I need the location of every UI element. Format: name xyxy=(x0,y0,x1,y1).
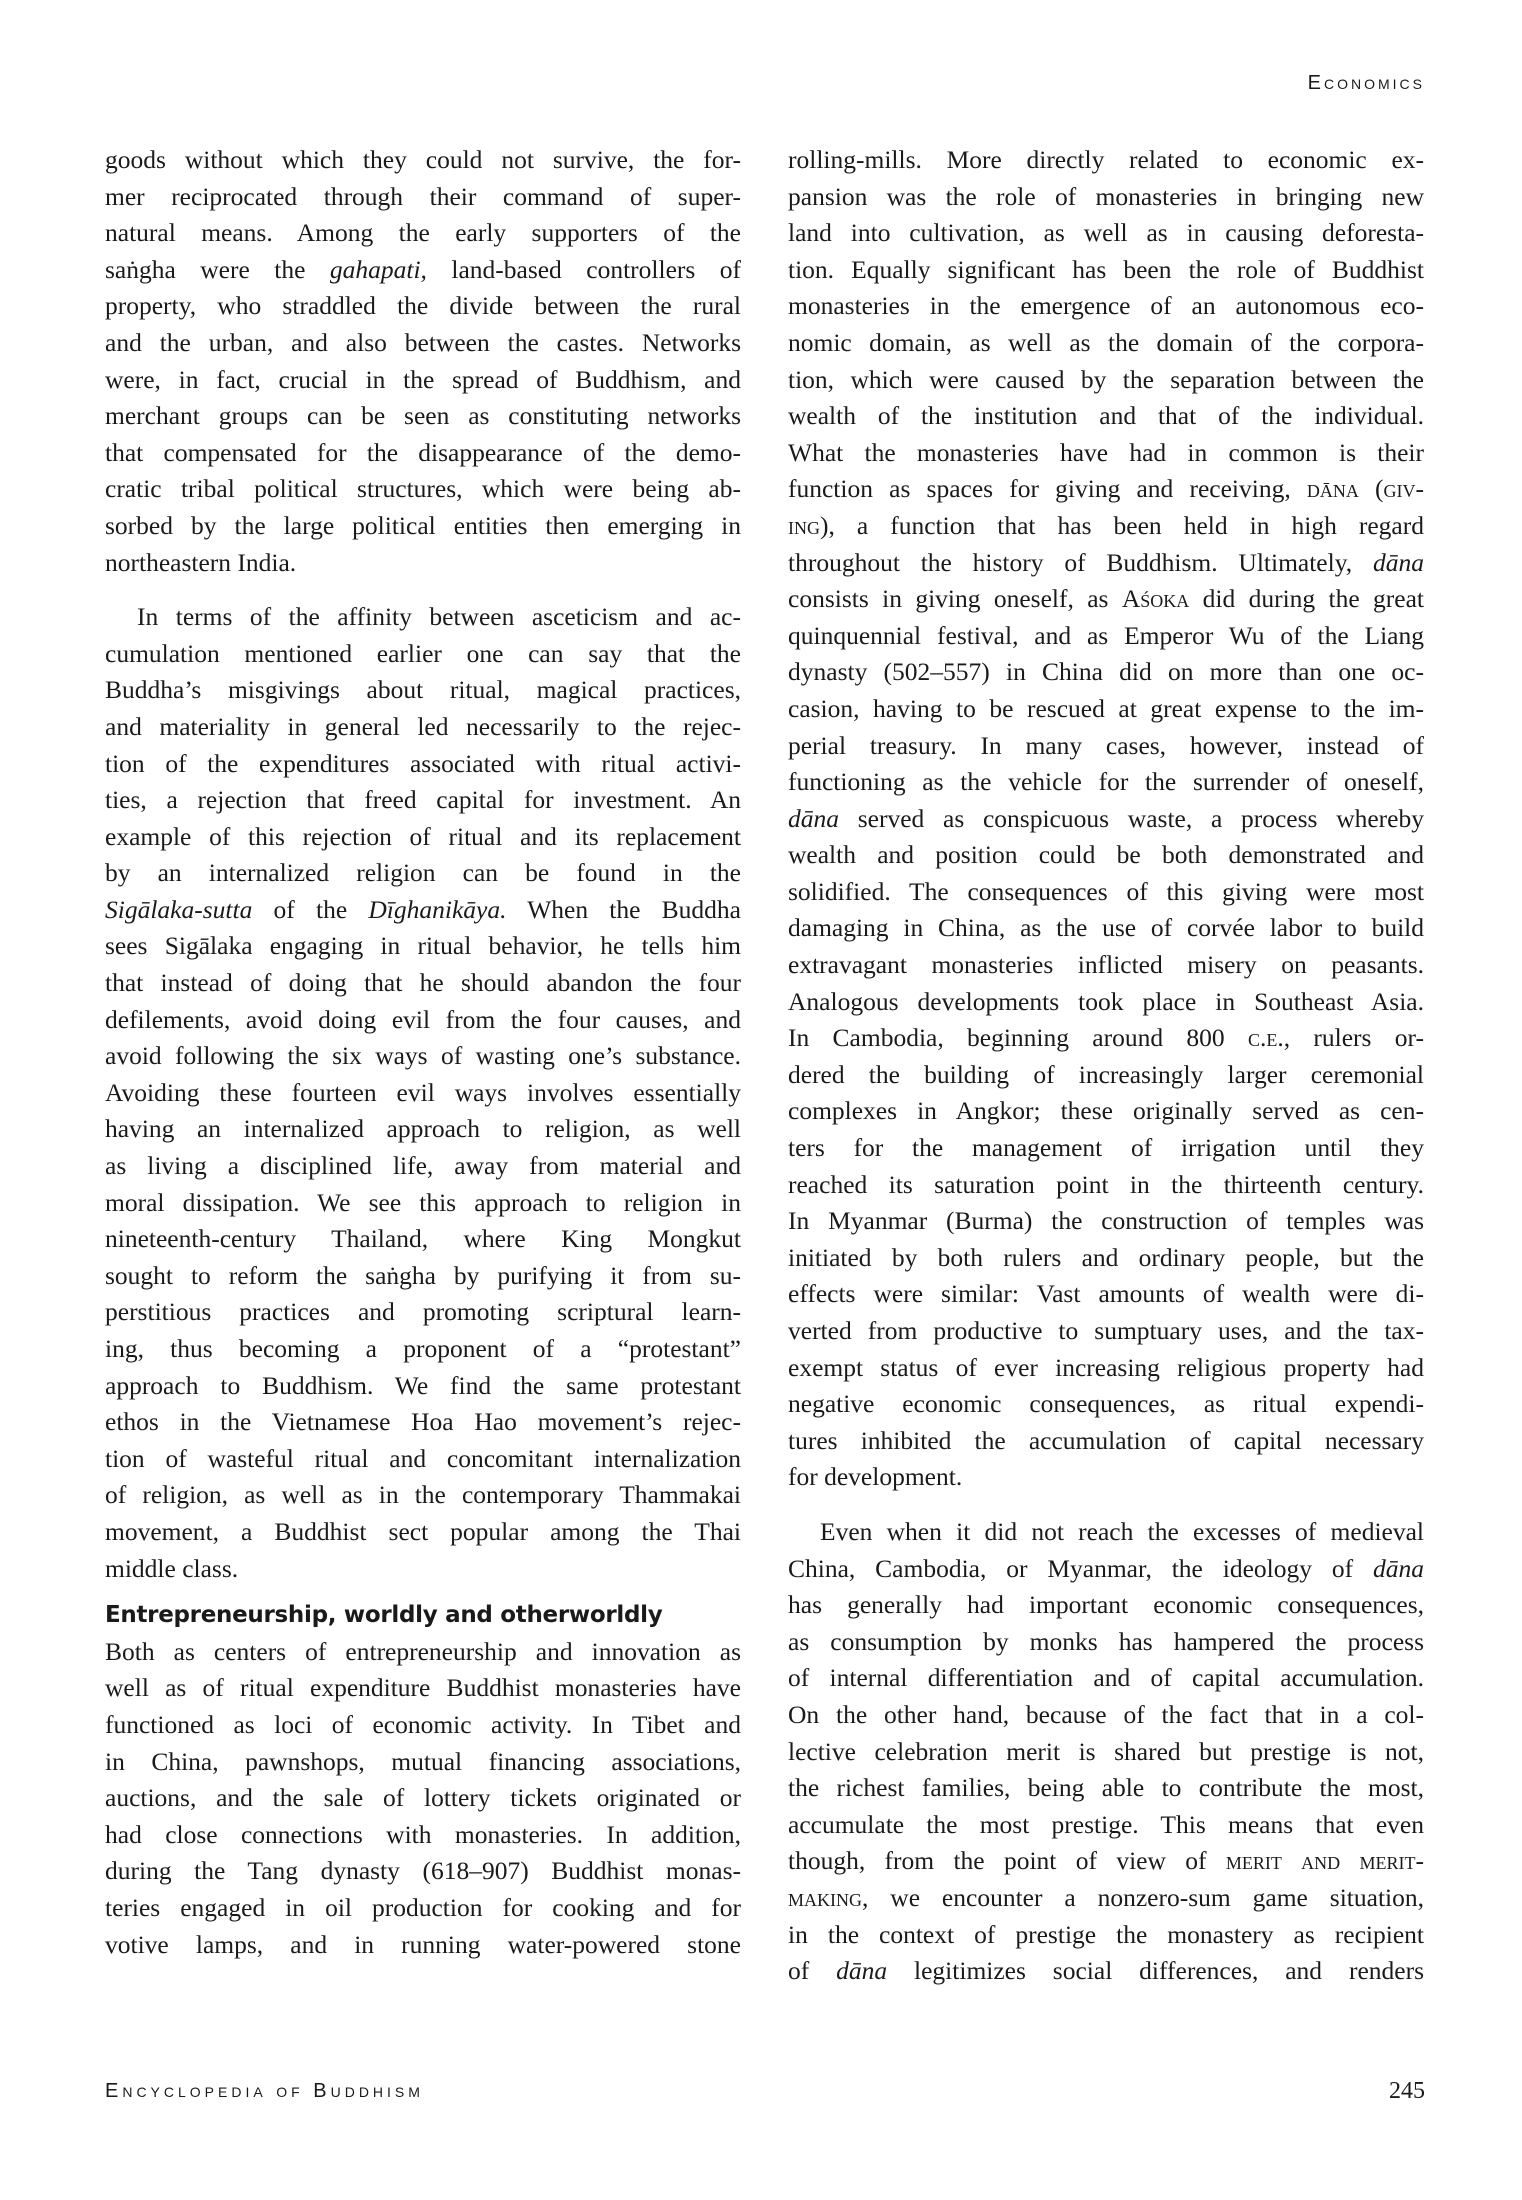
footer-publication-title: Encyclopedia of Buddhism xyxy=(105,2080,424,2102)
text-line: land into cultivation, as well as in causing deforesta- xyxy=(788,218,1424,248)
text-line: effects were similar: Vast amounts of wealth were di- xyxy=(788,1279,1424,1309)
text-line: cratic tribal political structures, which were being ab- xyxy=(105,474,741,504)
text-line: moral dissipation. We see this approach to religion in xyxy=(105,1187,741,1217)
text-line: auctions, and the sale of lottery tickets originated or xyxy=(105,1783,741,1813)
text-line: Both as centers of entrepreneurship and innovation as xyxy=(105,1636,741,1666)
text-line: in China, pawnshops, mutual financing associations, xyxy=(105,1746,741,1776)
text-line: though, from the point of view of merit and merit- xyxy=(788,1846,1424,1876)
text-line: in the context of prestige the monastery as recipient xyxy=(788,1919,1424,1949)
paragraph-gap xyxy=(788,1496,1424,1514)
text-line: during the Tang dynasty (618–907) Buddhist monas- xyxy=(105,1856,741,1886)
text-line: consists in giving oneself, as Aśoka did during the great xyxy=(788,584,1424,614)
text-line: What the monasteries have had in common is their xyxy=(788,437,1424,467)
text-line: making, we encounter a nonzero-sum game situation, xyxy=(788,1882,1424,1912)
text-line: nineteenth-century Thailand, where King Mongkut xyxy=(105,1224,741,1254)
text-line: dered the building of increasingly larger ceremonial xyxy=(788,1059,1424,1089)
text-line: Even when it did not reach the excesses of medieval xyxy=(820,1516,1424,1546)
running-head: Economics xyxy=(1307,72,1425,94)
text-line: quinquennial festival, and as Emperor Wu of the Liang xyxy=(788,620,1424,650)
left-paragraph-3 xyxy=(105,1634,741,1963)
text-line: cumulation mentioned earlier one can say that the xyxy=(105,638,741,668)
right-column xyxy=(788,142,1424,1990)
text-line: and materiality in general led necessarily to the rejec- xyxy=(105,711,741,741)
paragraph-gap xyxy=(105,581,741,599)
page-number: 245 xyxy=(1389,2078,1425,2104)
text-line: teries engaged in oil production for cooking and for xyxy=(105,1892,741,1922)
text-line: Analogous developments took place in Southeast Asia. xyxy=(788,986,1424,1016)
text-line: movement, a Buddhist sect popular among the Thai xyxy=(105,1516,741,1546)
text-line: dāna served as conspicuous waste, a process whereby xyxy=(788,803,1424,833)
right-paragraph-2 xyxy=(788,1514,1424,1990)
text-line: damaging in China, as the use of corvée labor to build xyxy=(788,913,1424,943)
text-line: northeastern India. xyxy=(105,547,297,577)
text-line: lective celebration merit is shared but prestige is not, xyxy=(788,1736,1424,1766)
left-paragraph-2 xyxy=(105,599,741,1587)
text-line: of dāna legitimizes social differences, and renders xyxy=(788,1956,1424,1986)
text-line: casion, having to be rescued at great expense to the im- xyxy=(788,693,1424,723)
text-line: In terms of the affinity between asceticism and ac- xyxy=(137,602,741,632)
text-line: functioned as loci of economic activity. In Tibet and xyxy=(105,1709,741,1739)
text-line: of religion, as well as in the contemporary Thammakai xyxy=(105,1480,741,1510)
text-line: that compensated for the disappearance of the demo- xyxy=(105,437,741,467)
text-line: dynasty (502–557) in China did on more than one oc- xyxy=(788,657,1424,687)
text-line: property, who straddled the divide between the rural xyxy=(105,291,741,321)
text-line: natural means. Among the early supporters of the xyxy=(105,218,741,248)
left-column xyxy=(105,142,741,1963)
text-line: complexes in Angkor; these originally served as cen- xyxy=(788,1096,1424,1126)
text-line: perstitious practices and promoting scriptural learn- xyxy=(105,1297,741,1327)
text-line: that instead of doing that he should abandon the four xyxy=(105,968,741,998)
text-line: In Cambodia, beginning around 800 c.e., rulers or- xyxy=(788,1023,1424,1053)
text-line: as living a disciplined life, away from material and xyxy=(105,1151,741,1181)
text-line: solidified. The consequences of this giving were most xyxy=(788,876,1424,906)
text-line: throughout the history of Buddhism. Ultimately, dāna xyxy=(788,547,1424,577)
text-line: as consumption by monks has hampered the process xyxy=(788,1626,1424,1656)
text-line: approach to Buddhism. We find the same protestant xyxy=(105,1370,741,1400)
text-line: rolling-mills. More directly related to economic ex- xyxy=(788,145,1424,174)
text-line: extravagant monasteries inflicted misery on peasants. xyxy=(788,950,1424,980)
section-heading: Entrepreneurship, worldly and otherworldly xyxy=(105,1602,663,1629)
text-line: saṅgha were the gahapati, land-based controllers of xyxy=(105,254,741,284)
text-line: Avoiding these fourteen evil ways involves essentially xyxy=(105,1077,741,1107)
text-line: ters for the management of irrigation until they xyxy=(788,1133,1424,1163)
text-line: tures inhibited the accumulation of capital necessary xyxy=(788,1425,1424,1455)
text-line: wealth and position could be both demonstrated and xyxy=(788,840,1424,870)
text-line: sees Sigālaka engaging in ritual behavior, he tells him xyxy=(105,931,741,961)
text-line: exempt status of ever increasing religious property had xyxy=(788,1352,1424,1382)
text-line: tion, which were caused by the separation between the xyxy=(788,364,1424,394)
text-line: tion. Equally significant has been the role of Buddhist xyxy=(788,254,1424,284)
text-line: avoid following the six ways of wasting one’s substance. xyxy=(105,1041,741,1071)
text-line: had close connections with monasteries. In addition, xyxy=(105,1819,741,1849)
text-line: ethos in the Vietnamese Hoa Hao movement’s rejec- xyxy=(105,1407,741,1437)
text-line: Buddha’s misgivings about ritual, magical practices, xyxy=(105,675,741,705)
text-line: monasteries in the emergence of an autonomous eco- xyxy=(788,291,1424,321)
text-line: sought to reform the saṅgha by purifying it from su- xyxy=(105,1260,741,1290)
text-line: goods without which they could not survive, the for- xyxy=(105,145,741,174)
text-line: negative economic consequences, as ritual expendi- xyxy=(788,1389,1424,1419)
left-paragraph-1 xyxy=(105,142,741,581)
text-line: pansion was the role of monasteries in bringing new xyxy=(788,181,1424,211)
text-line: votive lamps, and in running water-powered stone xyxy=(105,1929,741,1959)
text-line: ing), a function that has been held in high regard xyxy=(788,510,1424,540)
text-line: and the urban, and also between the castes. Networks xyxy=(105,327,741,357)
text-line: functioning as the vehicle for the surrender of oneself, xyxy=(788,767,1424,797)
text-line: reached its saturation point in the thirteenth century. xyxy=(788,1169,1424,1199)
right-paragraph-1 xyxy=(788,142,1424,1496)
text-line: mer reciprocated through their command of super- xyxy=(105,181,741,211)
text-line: of internal differentiation and of capital accumulation. xyxy=(788,1663,1424,1693)
text-line: well as of ritual expenditure Buddhist monasteries have xyxy=(105,1673,741,1703)
text-line: middle class. xyxy=(105,1553,239,1583)
text-line: defilements, avoid doing evil from the four causes, and xyxy=(105,1004,741,1034)
text-line: verted from productive to sumptuary uses, and the tax- xyxy=(788,1316,1424,1345)
text-line: has generally had important economic consequences, xyxy=(788,1590,1424,1620)
text-line: having an internalized approach to religion, as well xyxy=(105,1114,741,1144)
text-line: ing, thus becoming a proponent of a “protestant” xyxy=(105,1334,741,1363)
text-line: the richest families, being able to contribute the most, xyxy=(788,1773,1424,1803)
text-line: function as spaces for giving and receiving, dāna (giv- xyxy=(788,474,1424,504)
text-line: China, Cambodia, or Myanmar, the ideology of dāna xyxy=(788,1553,1424,1583)
text-line: Sigālaka-sutta of the Dīghanikāya. When the Buddha xyxy=(105,894,741,924)
text-line: wealth of the institution and that of the individual. xyxy=(788,401,1424,431)
text-line: tion of the expenditures associated with ritual activi- xyxy=(105,748,741,778)
text-line: In Myanmar (Burma) the construction of temples was xyxy=(788,1206,1424,1236)
text-line: were, in fact, crucial in the spread of Buddhism, and xyxy=(105,364,741,394)
text-line: merchant groups can be seen as constituting networks xyxy=(105,401,741,431)
text-line: perial treasury. In many cases, however, instead of xyxy=(788,730,1424,760)
text-line: On the other hand, because of the fact that in a col- xyxy=(788,1699,1424,1729)
text-line: accumulate the most prestige. This means that even xyxy=(788,1809,1424,1839)
text-line: ties, a rejection that freed capital for investment. An xyxy=(105,785,741,815)
text-line: nomic domain, as well as the domain of the corpora- xyxy=(788,327,1424,357)
text-line: sorbed by the large political entities then emerging in xyxy=(105,510,741,540)
text-line: initiated by both rulers and ordinary people, but the xyxy=(788,1242,1424,1272)
text-line: by an internalized religion can be found in the xyxy=(105,858,741,888)
text-line: for development. xyxy=(788,1462,963,1492)
text-line: example of this rejection of ritual and its replacement xyxy=(105,821,741,851)
text-line: tion of wasteful ritual and concomitant internalization xyxy=(105,1443,741,1473)
